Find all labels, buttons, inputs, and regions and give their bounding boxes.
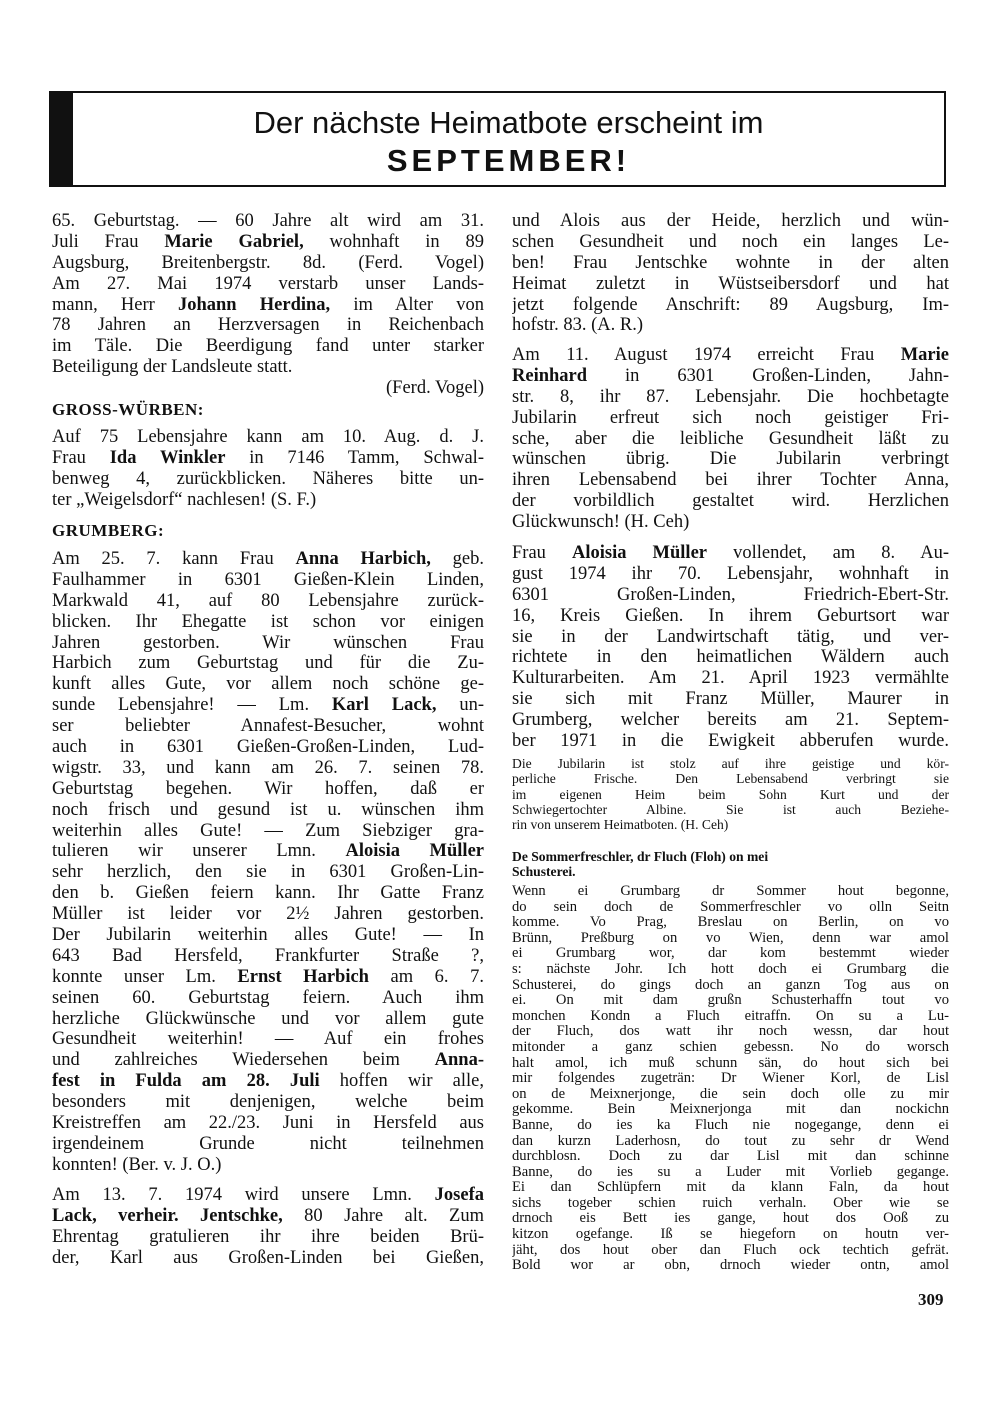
text-segment: kitzon ogefange. Iß se hiegeforn on houtn ver- [512, 1227, 949, 1243]
text-line [52, 612, 484, 633]
text-line [512, 900, 949, 916]
text-line [512, 585, 949, 606]
text-segment: Ei dan Schlüpfern mit da klann Faln, da hout [512, 1180, 949, 1196]
text-segment: ber 1971 in die Ewigkeit abberufen wurde. [512, 731, 949, 752]
text-line [512, 491, 949, 512]
text-segment: Augsburg, Breitenbergstr. 8d. (Ferd. Vogel) [52, 252, 484, 273]
text-line [52, 883, 484, 904]
text-line [512, 606, 949, 627]
text-line [52, 400, 484, 421]
text-segment: 643 Bad Hersfeld, Frankfurter Straße ?, [52, 945, 484, 966]
text-line [512, 366, 949, 387]
page-number: 309 [918, 1290, 944, 1309]
text-line [52, 315, 484, 336]
text-line [52, 1227, 484, 1248]
text-line [512, 787, 949, 802]
text-line [512, 802, 949, 817]
text-segment: Markwald 41, auf 80 Lebensjahre zurück- [52, 590, 484, 611]
text-line [512, 647, 949, 668]
text-line [52, 549, 484, 570]
text-segment: und Alois aus der Heide, herzlich und wün- [512, 211, 949, 231]
text-line [512, 315, 949, 336]
text-segment: am 6. 7. [368, 966, 484, 987]
text-segment: geb. [430, 549, 484, 569]
text-line [52, 800, 484, 821]
text-segment: sche, aber die leibliche Gesundheit läßt zu [512, 428, 949, 449]
text-segment: Schusterei, do gings doch an ganzn Tog aus on [512, 977, 949, 993]
text-line [512, 429, 949, 450]
text-line [512, 1102, 949, 1118]
text-line [512, 1227, 949, 1243]
text-segment: Müller ist leider vor 2½ Jahren gestorben. [52, 904, 484, 925]
text-segment: herzliche Glückwünsche und vor allem gute [52, 1008, 484, 1029]
text-segment: Geburtstag begehen. Wir hoffen, daß er [52, 778, 484, 799]
text-segment: Auf 75 Lebensjahre kann am 10. Aug. d. J. [52, 427, 484, 447]
text-line [52, 779, 484, 800]
text-line [52, 1071, 484, 1092]
section-heading [52, 521, 484, 542]
text-segment: vollendet, am 8. Au- [707, 543, 949, 563]
bold-name: Ernst Harbich [237, 966, 369, 987]
text-segment: Kreistreffen am 22./23. Juni in Hersfeld aus [52, 1113, 484, 1134]
text-line [512, 295, 949, 316]
text-line [52, 841, 484, 862]
text-segment: mir folgendes zugeträn: Dr Wiener Korl, de Lisl [512, 1071, 949, 1087]
text-segment: irgendeinem Grunde nicht teilnehmen [52, 1133, 484, 1154]
text-segment: in 6301 Großen-Linden, Jahn- [587, 365, 949, 386]
text-line [512, 756, 949, 771]
text-line [512, 817, 949, 832]
text-segment: Der Jubilarin weiterhin alles Gute! — In [52, 925, 484, 946]
text-line [52, 1206, 484, 1227]
text-segment: ter „Weigelsdorf“ nachlesen! (S. F.) [52, 489, 317, 510]
text-line [512, 627, 949, 648]
text-segment: der Fluch, dos watt ihr noch wessn, dar hout [512, 1024, 949, 1040]
text-segment: Banne, do ies su a Luder mit Vorlieb gegange. [512, 1164, 949, 1180]
text-segment: konnten! (Ber. v. J. O.) [52, 1154, 222, 1175]
paragraph [512, 211, 949, 336]
text-segment: rin von unserem Heimatboten. (H. Ceh) [512, 817, 729, 833]
text-segment: auch in 6301 Gießen-Großen-Linden, Lud- [52, 737, 484, 758]
text-line [52, 653, 484, 674]
text-line [512, 211, 949, 232]
text-line [52, 1155, 484, 1176]
text-segment: durchblosn. Doch zu dar Lisl mit dan schinne [512, 1149, 949, 1165]
text-segment: hofstr. 83. (A. R.) [512, 315, 644, 336]
text-segment: wohnhaft in 89 [303, 231, 484, 252]
text-segment: mann, Herr [52, 294, 178, 315]
bold-name: Josefa [434, 1185, 484, 1205]
text-segment: seinen 60. Geburtstag feiern. Auch ihm [52, 987, 484, 1008]
text-line [52, 1113, 484, 1134]
text-line [512, 564, 949, 585]
text-segment: dan kurzn Laderhosn, do tout zu sehr dr Wend [512, 1133, 949, 1149]
text-segment: Kulturarbeiten. Am 21. April 1923 vermählte [512, 668, 949, 689]
text-line [52, 904, 484, 925]
text-line [512, 543, 949, 564]
text-segment: schen Gesundheit und noch ein langes Le- [512, 231, 949, 252]
text-line [52, 967, 484, 988]
text-segment: Am 11. August 1974 erreicht Frau [512, 345, 901, 365]
text-segment: Heimat zuletzt in Wüstseibersdorf und hat [512, 273, 949, 294]
text-segment: Am 27. Mai 1974 verstarb unser Lands- [52, 273, 484, 294]
bold-name: Anna- [434, 1050, 484, 1071]
text-segment: im Alter von [330, 294, 484, 315]
text-segment: Schwiegertochter Albine. Sie ist auch Beziehe- [512, 801, 949, 817]
text-line [52, 862, 484, 883]
text-segment: perliche Frische. Den Lebensabend verbringt sie [512, 771, 949, 787]
text-line [512, 1056, 949, 1072]
paragraph [512, 345, 949, 533]
bold-name: Ida Winkler [109, 447, 226, 468]
text-line [512, 1071, 949, 1087]
text-segment: Grumberg, welcher bereits am 21. Septem- [512, 710, 949, 731]
text-segment: ben! Frau Jentschke wohnte in der alten [512, 252, 949, 273]
paragraph [512, 543, 949, 752]
text-segment: Wenn ei Grumbarg dr Sommer hout begonne, [512, 884, 949, 899]
text-line [52, 716, 484, 737]
text-segment: monchen Kondn a Fluch eitraffn. On su a Lu- [512, 1008, 949, 1024]
text-segment: un- [436, 695, 484, 716]
text-line [512, 1024, 949, 1040]
text-segment: wünschen übrig. Die Jubilarin verbringt [512, 449, 949, 470]
text-segment: Jubilarin erfreut sich noch geistiger Fri- [512, 407, 949, 428]
banner-black-bar [51, 93, 73, 185]
bold-name: Marie Gabriel, [164, 231, 304, 252]
text-line [512, 993, 949, 1009]
text-segment: jäht, dos hout ober dan Fluch ock techtich gefrät. [512, 1242, 949, 1258]
text-segment: blicken. Ihr Ehegatte ist schon vor einigen [52, 611, 484, 632]
text-line [512, 387, 949, 408]
bold-name: Johann Herdina, [177, 294, 331, 315]
text-segment: benweg 4, zurückblicken. Näheres bitte un- [52, 468, 484, 489]
text-segment: in 7146 Tamm, Schwal- [225, 447, 484, 468]
text-line [512, 1149, 949, 1165]
text-line [52, 1185, 484, 1206]
text-line [52, 295, 484, 316]
text-line [52, 490, 484, 511]
text-line [52, 378, 484, 399]
text-segment: Harbich zum Geburtstag und für die Zu- [52, 653, 484, 674]
text-line [512, 1040, 949, 1056]
text-line [52, 232, 484, 253]
text-segment: konnte unser Lm. [52, 966, 238, 987]
text-line [512, 850, 949, 865]
text-segment: kunft alles Gute, vor allem noch schöne ge- [52, 674, 484, 695]
text-line [512, 946, 949, 962]
banner-line-1: Der nächste Heimatbote erscheint im [253, 105, 764, 140]
section-heading [52, 400, 484, 421]
text-segment: GROSS-WÜRBEN: [52, 400, 204, 419]
text-segment: mitonder a ganz schien gebessn. No do worsch [512, 1039, 949, 1055]
text-line [52, 570, 484, 591]
text-segment: Bold wor ar obn, drnoch wieder ontn, amol [512, 1258, 949, 1274]
text-line [52, 211, 484, 232]
text-segment: wigstr. 33, und kann am 26. 7. seinen 78. [52, 757, 484, 778]
text-line [52, 1009, 484, 1030]
next-issue-banner [49, 91, 946, 187]
text-line [52, 521, 484, 542]
text-line [52, 1092, 484, 1113]
text-line [512, 408, 949, 429]
text-segment: drnoch eis Bett ies gange, hout dos Ooß zu [512, 1211, 949, 1227]
text-segment: 6301 Großen-Linden, Friedrich-Ebert-Str. [512, 584, 949, 605]
text-line [512, 931, 949, 947]
text-line [52, 591, 484, 612]
text-line [512, 232, 949, 253]
text-line [52, 758, 484, 779]
text-line [52, 988, 484, 1009]
text-segment: richtete in den heimatlichen Wäldern auch [512, 647, 949, 668]
text-line [52, 1134, 484, 1155]
text-segment: Juli Frau [52, 231, 165, 252]
paragraph [52, 211, 484, 399]
text-segment: hoffen wir alle, [319, 1071, 484, 1092]
text-segment: De Sommerfreschler, dr Fluch (Floh) on mei [512, 850, 769, 864]
text-line [512, 731, 949, 752]
section-heading [512, 850, 949, 879]
text-line [512, 915, 949, 931]
text-line [512, 470, 949, 491]
text-line [52, 448, 484, 469]
text-line [512, 274, 949, 295]
text-segment: Am 25. 7. kann Frau [52, 549, 296, 569]
text-line [52, 1029, 484, 1050]
paragraph [512, 884, 949, 1274]
text-line [512, 771, 949, 786]
text-line [512, 1165, 949, 1181]
text-line [512, 1211, 949, 1227]
text-line [512, 512, 949, 533]
paragraph [52, 1185, 484, 1269]
text-segment: (Ferd. Vogel) [386, 378, 484, 399]
text-segment: besonders mit denjenigen, welche beim [52, 1092, 484, 1113]
text-line [512, 449, 949, 470]
text-line [52, 1248, 484, 1269]
text-segment: sunde Lebensjahre! — Lm. [52, 695, 332, 716]
text-line [512, 1196, 949, 1212]
text-line [512, 962, 949, 978]
bold-name: Lack, verheir. Jentschke, [52, 1205, 283, 1226]
text-line [52, 357, 484, 378]
bold-name: Reinhard [512, 365, 588, 386]
text-line [512, 253, 949, 274]
text-segment: Am 13. 7. 1974 wird unsere Lmn. [52, 1185, 435, 1205]
text-line [512, 1009, 949, 1025]
text-segment: noch frisch und gesund ist u. wünschen ihm [52, 799, 484, 820]
text-segment: Banne, do ies ka Fluch nie nogegange, denn ei [512, 1117, 949, 1133]
text-segment: weiterhin alles Gute! — Zum Siebziger gra- [52, 820, 484, 841]
text-line [52, 821, 484, 842]
bold-name: Marie [900, 345, 949, 365]
text-segment: s: nächste Johr. Ich hott doch ei Grumbarg die [512, 961, 949, 977]
bold-name: Aloisia Müller [571, 543, 707, 563]
text-segment: Brünn, Preßburg on vo Wien, denn war amol [512, 930, 949, 946]
text-segment: der, Karl aus Großen-Linden bei Gießen, [52, 1247, 484, 1268]
text-line [512, 1180, 949, 1196]
bold-name: Aloisia Müller [345, 841, 484, 862]
text-segment: Schusterei. [512, 864, 576, 879]
paragraph [52, 549, 484, 1176]
text-segment: ser beliebter Annafest-Besucher, wohnt [52, 716, 484, 737]
text-segment: im Täle. Die Beerdigung fand unter starker [52, 336, 484, 357]
text-line [512, 978, 949, 994]
text-segment: der vorbildlich gestaltet wird. Herzlichen [512, 491, 949, 512]
text-line [52, 336, 484, 357]
text-segment: do sein doch de Sommerfreschler vo olln Seitn [512, 899, 949, 915]
text-segment: sie sich mit Franz Müller, Maurer in [512, 689, 949, 710]
text-segment: 16, Kreis Gießen. In ihrem Geburtsort war [512, 605, 949, 626]
text-line [512, 345, 949, 366]
text-segment: ei. On mit dam grußn Schusterhaffn tout vo [512, 993, 949, 1009]
text-line [52, 274, 484, 295]
text-segment: Faulhammer in 6301 Gießen-Klein Linden, [52, 569, 484, 590]
text-segment: Glückwunsch! (H. Ceh) [512, 512, 690, 533]
text-segment: und zahlreiches Wiedersehen beim [52, 1050, 435, 1071]
text-segment: sichs togeber schien ruich verhaln. Ober wie se [512, 1195, 949, 1211]
text-line [512, 710, 949, 731]
text-segment: sehr herzlich, den sie in 6301 Großen-Lin- [52, 862, 484, 883]
text-line [52, 925, 484, 946]
text-segment: ihren Lebensabend bei ihrer Tochter Anna, [512, 470, 949, 491]
text-line [512, 865, 949, 880]
text-segment: 65. Geburtstag. — 60 Jahre alt wird am 31. [52, 211, 484, 231]
bold-name: fest in Fulda am 28. Juli [52, 1071, 320, 1092]
text-segment: komme. Vo Prag, Breslau on Berlin, on vo [512, 915, 949, 931]
text-segment: ei Grumbarg wor, dar kom bestemmt wieder [512, 946, 949, 962]
text-line [52, 469, 484, 490]
text-line [512, 1243, 949, 1259]
text-line [512, 689, 949, 710]
text-line [52, 633, 484, 654]
text-segment: Frau [512, 543, 572, 563]
text-segment: Die Jubilarin ist stolz auf ihre geistige und kör- [512, 756, 949, 771]
text-line [512, 1118, 949, 1134]
text-segment: Jahren gestorben. Wir wünschen Frau [52, 632, 484, 653]
text-segment: on de Meixnerjonge, die sein doch olle zu mir [512, 1086, 949, 1102]
text-segment: Frau [52, 447, 110, 468]
text-line [512, 884, 949, 900]
text-segment: gekomme. Bein Meixnerjonga mit dan nockichn [512, 1102, 949, 1118]
text-line [52, 946, 484, 967]
text-line [52, 253, 484, 274]
text-segment: Beteiligung der Landsleute statt. [52, 357, 293, 378]
text-line [512, 668, 949, 689]
text-segment: str. 8, ihr 87. Lebensjahr. Die hochbetagte [512, 386, 949, 407]
paragraph [52, 427, 484, 511]
bold-name: Anna Harbich, [295, 549, 431, 569]
text-segment: halt amol, ich muß schunn sän, do hout sich bei [512, 1055, 949, 1071]
bold-name: Karl Lack, [331, 695, 437, 716]
text-segment: GRUMBERG: [52, 521, 165, 540]
text-line [52, 674, 484, 695]
text-segment: tulieren wir unserer Lmn. [52, 841, 346, 862]
banner-line-2: SEPTEMBER! [386, 143, 631, 178]
text-line [512, 1134, 949, 1150]
text-line [52, 427, 484, 448]
text-segment: gust 1974 ihr 70. Lebensjahr, wohnhaft in [512, 563, 949, 584]
text-line [52, 695, 484, 716]
text-segment: im eigenen Heim beim Sohn Kurt und der [512, 786, 949, 802]
text-segment: jetzt folgende Anschrift: 89 Augsburg, Im- [512, 294, 949, 315]
text-segment: 80 Jahre alt. Zum [282, 1205, 484, 1226]
text-segment: Gesundheit weiterhin! — Auf ein frohes [52, 1029, 484, 1050]
text-line [52, 1050, 484, 1071]
paragraph [512, 756, 949, 832]
text-line [52, 737, 484, 758]
text-segment: den b. Gießen feiern kann. Ihr Gatte Franz [52, 883, 484, 904]
text-segment: 78 Jahren an Herzversagen in Reichenbach [52, 315, 484, 336]
text-segment: Ehrentag gratulieren ihr ihre beiden Brü- [52, 1226, 484, 1247]
text-line [512, 1087, 949, 1103]
text-segment: sie in der Landwirtschaft tätig, und ver- [512, 626, 949, 647]
text-line [512, 1258, 949, 1274]
